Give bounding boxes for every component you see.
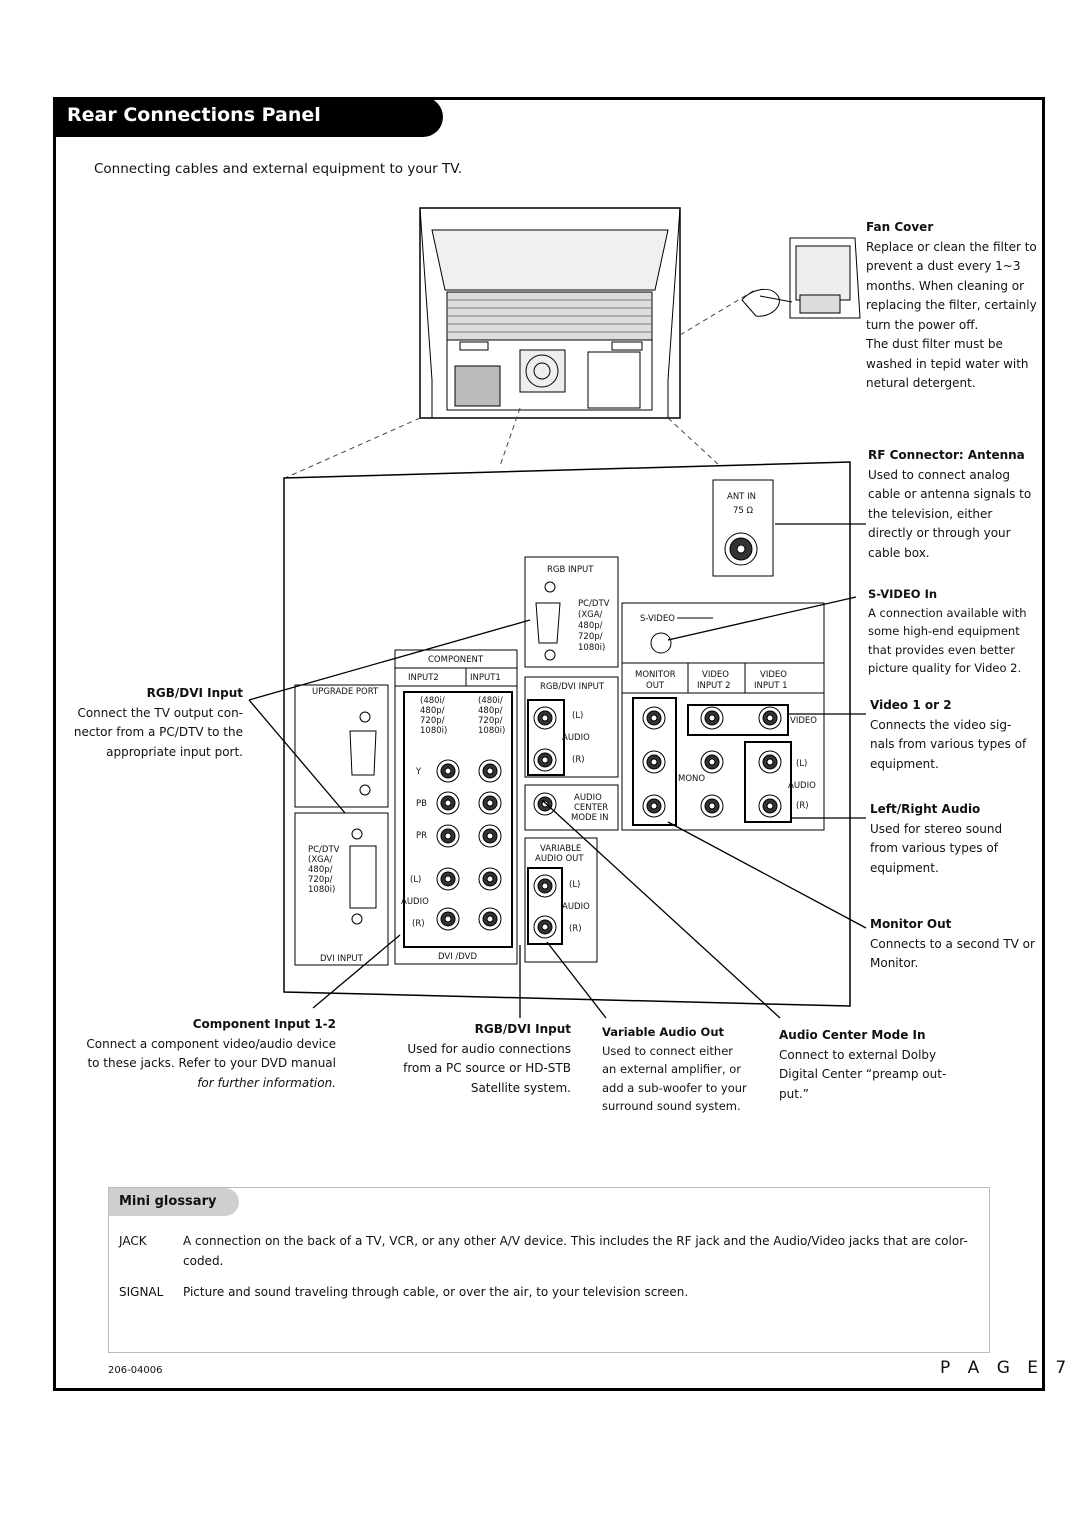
pcdtv-label: 1080i) — [308, 885, 336, 895]
video-input1-label: INPUT 1 — [754, 681, 788, 691]
l-label: (L) — [572, 711, 584, 721]
rgb-input-label: RGB INPUT — [547, 565, 594, 575]
r-label: (R) — [796, 801, 809, 811]
monitor-out-label: OUT — [646, 681, 665, 691]
glossary-term: SIGNAL — [119, 1285, 164, 1299]
upgrade-port-label: UPGRADE PORT — [312, 687, 379, 697]
variable-label: AUDIO OUT — [535, 854, 584, 864]
callout-line: Connect the TV output con- — [77, 705, 243, 720]
res-label: 1080i) — [420, 726, 448, 736]
res-label: 480p/ — [420, 706, 445, 716]
callout-line: cable or antenna signals to — [868, 487, 1032, 501]
callout-line: The dust filter must be — [866, 337, 1003, 351]
rgb-dvi-left-callout — [40, 684, 243, 762]
dvi-input-label: DVI INPUT — [320, 954, 363, 964]
callout-line: Connect a component video/audio device — [86, 1036, 336, 1051]
res-label: 720p/ — [420, 716, 445, 726]
callout-line: Digital Center “preamp out- — [779, 1067, 947, 1081]
pcdtv-label: PC/DTV — [308, 845, 340, 855]
monitor-out-callout — [870, 915, 1035, 974]
res-label: 720p/ — [478, 716, 503, 726]
callout-line: directly or through your — [868, 526, 1011, 540]
component-label: COMPONENT — [428, 655, 484, 665]
video-label: VIDEO — [790, 716, 817, 726]
callout-line: Satellite system. — [470, 1080, 571, 1095]
glossary-term: JACK — [119, 1234, 147, 1248]
video12-callout — [870, 696, 1026, 774]
callout-line: Connects to a second TV or — [870, 936, 1035, 951]
callout-line: to these jacks. Refer to your DVD manual — [87, 1056, 336, 1070]
callout-line: for further information. — [197, 1075, 336, 1090]
fan-cover-callout — [866, 218, 1037, 394]
pcdtv-label: 480p/ — [308, 865, 333, 875]
glossary-definition: Picture and sound traveling through cable, or over the air, to your television screen. — [183, 1285, 689, 1299]
callout-line: prevent a dust every 1~3 — [866, 259, 1021, 273]
callout-line: turn the power off. — [866, 317, 979, 332]
ant-ohm-label: 75 Ω — [733, 506, 754, 516]
rgb-dvi-bottom-callout — [390, 1020, 571, 1098]
intro-text: Connecting cables and external equipment to your TV. — [94, 161, 463, 177]
pcdtv-label: (XGA/ — [578, 610, 603, 620]
callout-line: the television, either — [868, 506, 993, 521]
l-label: (L) — [569, 880, 581, 890]
pcdtv-label: 1080i) — [578, 643, 606, 653]
callout-line: surround sound system. — [602, 1099, 741, 1113]
res-label: (480i/ — [478, 696, 503, 706]
rgb-dvi-input-label: RGB/DVI INPUT — [540, 682, 605, 692]
pcdtv-label: PC/DTV — [578, 599, 610, 609]
callout-title: S-VIDEO In — [868, 587, 938, 601]
pcdtv-label: 480p/ — [578, 621, 603, 631]
callout-line: Used for audio connections — [407, 1041, 571, 1056]
callout-line: Connects the video sig- — [870, 717, 1012, 732]
pcdtv-label: (XGA/ — [308, 855, 333, 865]
component-callout — [60, 1015, 336, 1093]
mini-glossary — [108, 1187, 990, 1353]
callout-title: RGB/DVI Input — [146, 686, 243, 700]
callout-line: replacing the filter, certainly — [866, 298, 1037, 312]
callout-line: Used to connect analog — [868, 467, 1010, 482]
variable-audio-callout — [602, 1023, 747, 1116]
r-label: (R) — [572, 755, 585, 765]
pcdtv-label: 720p/ — [308, 875, 333, 885]
page-number: P A G E 7 — [940, 1358, 1073, 1378]
rf-callout — [868, 446, 1031, 563]
callout-line: some high-end equipment — [868, 624, 1020, 638]
video-input2-label: INPUT 2 — [697, 681, 731, 691]
callout-line: washed in tepid water with — [866, 356, 1029, 371]
audio-label: AUDIO — [562, 733, 590, 743]
callout-line: Used for stereo sound — [870, 821, 1003, 836]
pr-label: PR — [416, 831, 428, 841]
monitor-out-label: MONITOR — [635, 670, 676, 680]
lr-audio-callout — [870, 800, 1002, 878]
callout-title: Audio Center Mode In — [779, 1028, 926, 1042]
l-label: (L) — [410, 875, 422, 885]
glossary-title: Mini glossary — [119, 1194, 217, 1209]
callout-title: Fan Cover — [866, 220, 934, 234]
callout-line: nals from various types of — [870, 737, 1027, 751]
audio-center-label: AUDIO — [574, 793, 602, 803]
callout-title: Component Input 1-2 — [192, 1017, 336, 1031]
document-code: 206-04006 — [108, 1365, 163, 1376]
r-label: (R) — [412, 919, 425, 929]
input2-label: INPUT2 — [408, 673, 439, 683]
l-label: (L) — [796, 759, 808, 769]
audio-label: AUDIO — [788, 781, 816, 791]
res-label: 480p/ — [478, 706, 503, 716]
callout-line: Used to connect either — [602, 1043, 734, 1058]
svideo-label: S-VIDEO — [640, 614, 675, 624]
dvi-dvd-label: DVI /DVD — [438, 952, 478, 962]
video-input2-label: VIDEO — [702, 670, 729, 680]
video-input1-label: VIDEO — [760, 670, 787, 680]
svideo-callout — [868, 585, 1027, 678]
r-label: (R) — [569, 924, 582, 934]
pcdtv-label: 720p/ — [578, 632, 603, 642]
callout-line: from various types of — [870, 841, 998, 855]
callout-line: Replace or clean the filter to — [866, 239, 1037, 254]
res-label: (480i/ — [420, 696, 445, 706]
callout-line: Connect to external Dolby — [779, 1047, 937, 1062]
callout-line: netural detergent. — [866, 376, 976, 390]
callout-title: Video 1 or 2 — [870, 698, 952, 712]
mono-label: MONO — [678, 774, 706, 784]
pb-label: PB — [416, 799, 427, 809]
callout-line: appropriate input port. — [106, 744, 243, 759]
audio-center-callout — [779, 1026, 946, 1104]
variable-label: VARIABLE — [540, 844, 582, 854]
callout-line: equipment. — [870, 756, 939, 771]
callout-line: months. When cleaning or — [866, 278, 1025, 293]
page-title: Rear Connections Panel — [67, 104, 321, 126]
callout-title: Variable Audio Out — [602, 1025, 725, 1039]
callout-line: put.” — [779, 1086, 809, 1101]
glossary-definition: A connection on the back of a TV, VCR, or any other A/V device. This includes the RF jack and the Audio/Video jacks that are color-coded. — [183, 1234, 968, 1268]
audio-label: AUDIO — [401, 897, 429, 907]
callout-line: equipment. — [870, 860, 939, 875]
audio-label: AUDIO — [562, 902, 590, 912]
glossary-tab — [109, 1188, 239, 1216]
y-label: Y — [416, 767, 422, 777]
callout-line: that provides even better — [868, 642, 1015, 657]
res-label: 1080i) — [478, 726, 506, 736]
callout-line: add a sub-woofer to your — [602, 1080, 747, 1095]
callout-title: Left/Right Audio — [870, 802, 981, 816]
callout-line: cable box. — [868, 545, 930, 560]
callout-line: nector from a PC/DTV to the — [73, 725, 243, 739]
callout-title: Monitor Out — [870, 917, 952, 931]
input1-label: INPUT1 — [470, 673, 501, 683]
audio-center-label: CENTER — [574, 803, 609, 813]
callout-line: picture quality for Video 2. — [868, 661, 1022, 675]
callout-title: RGB/DVI Input — [474, 1022, 571, 1036]
callout-line: A connection available with — [868, 605, 1027, 620]
callout-title: RF Connector: Antenna — [868, 448, 1025, 462]
callout-line: an external amplifier, or — [602, 1062, 742, 1076]
ant-in-label: ANT IN — [727, 492, 756, 502]
callout-line: from a PC source or HD-STB — [403, 1061, 571, 1075]
callout-line: Monitor. — [870, 956, 919, 970]
audio-center-label: MODE IN — [571, 813, 609, 823]
